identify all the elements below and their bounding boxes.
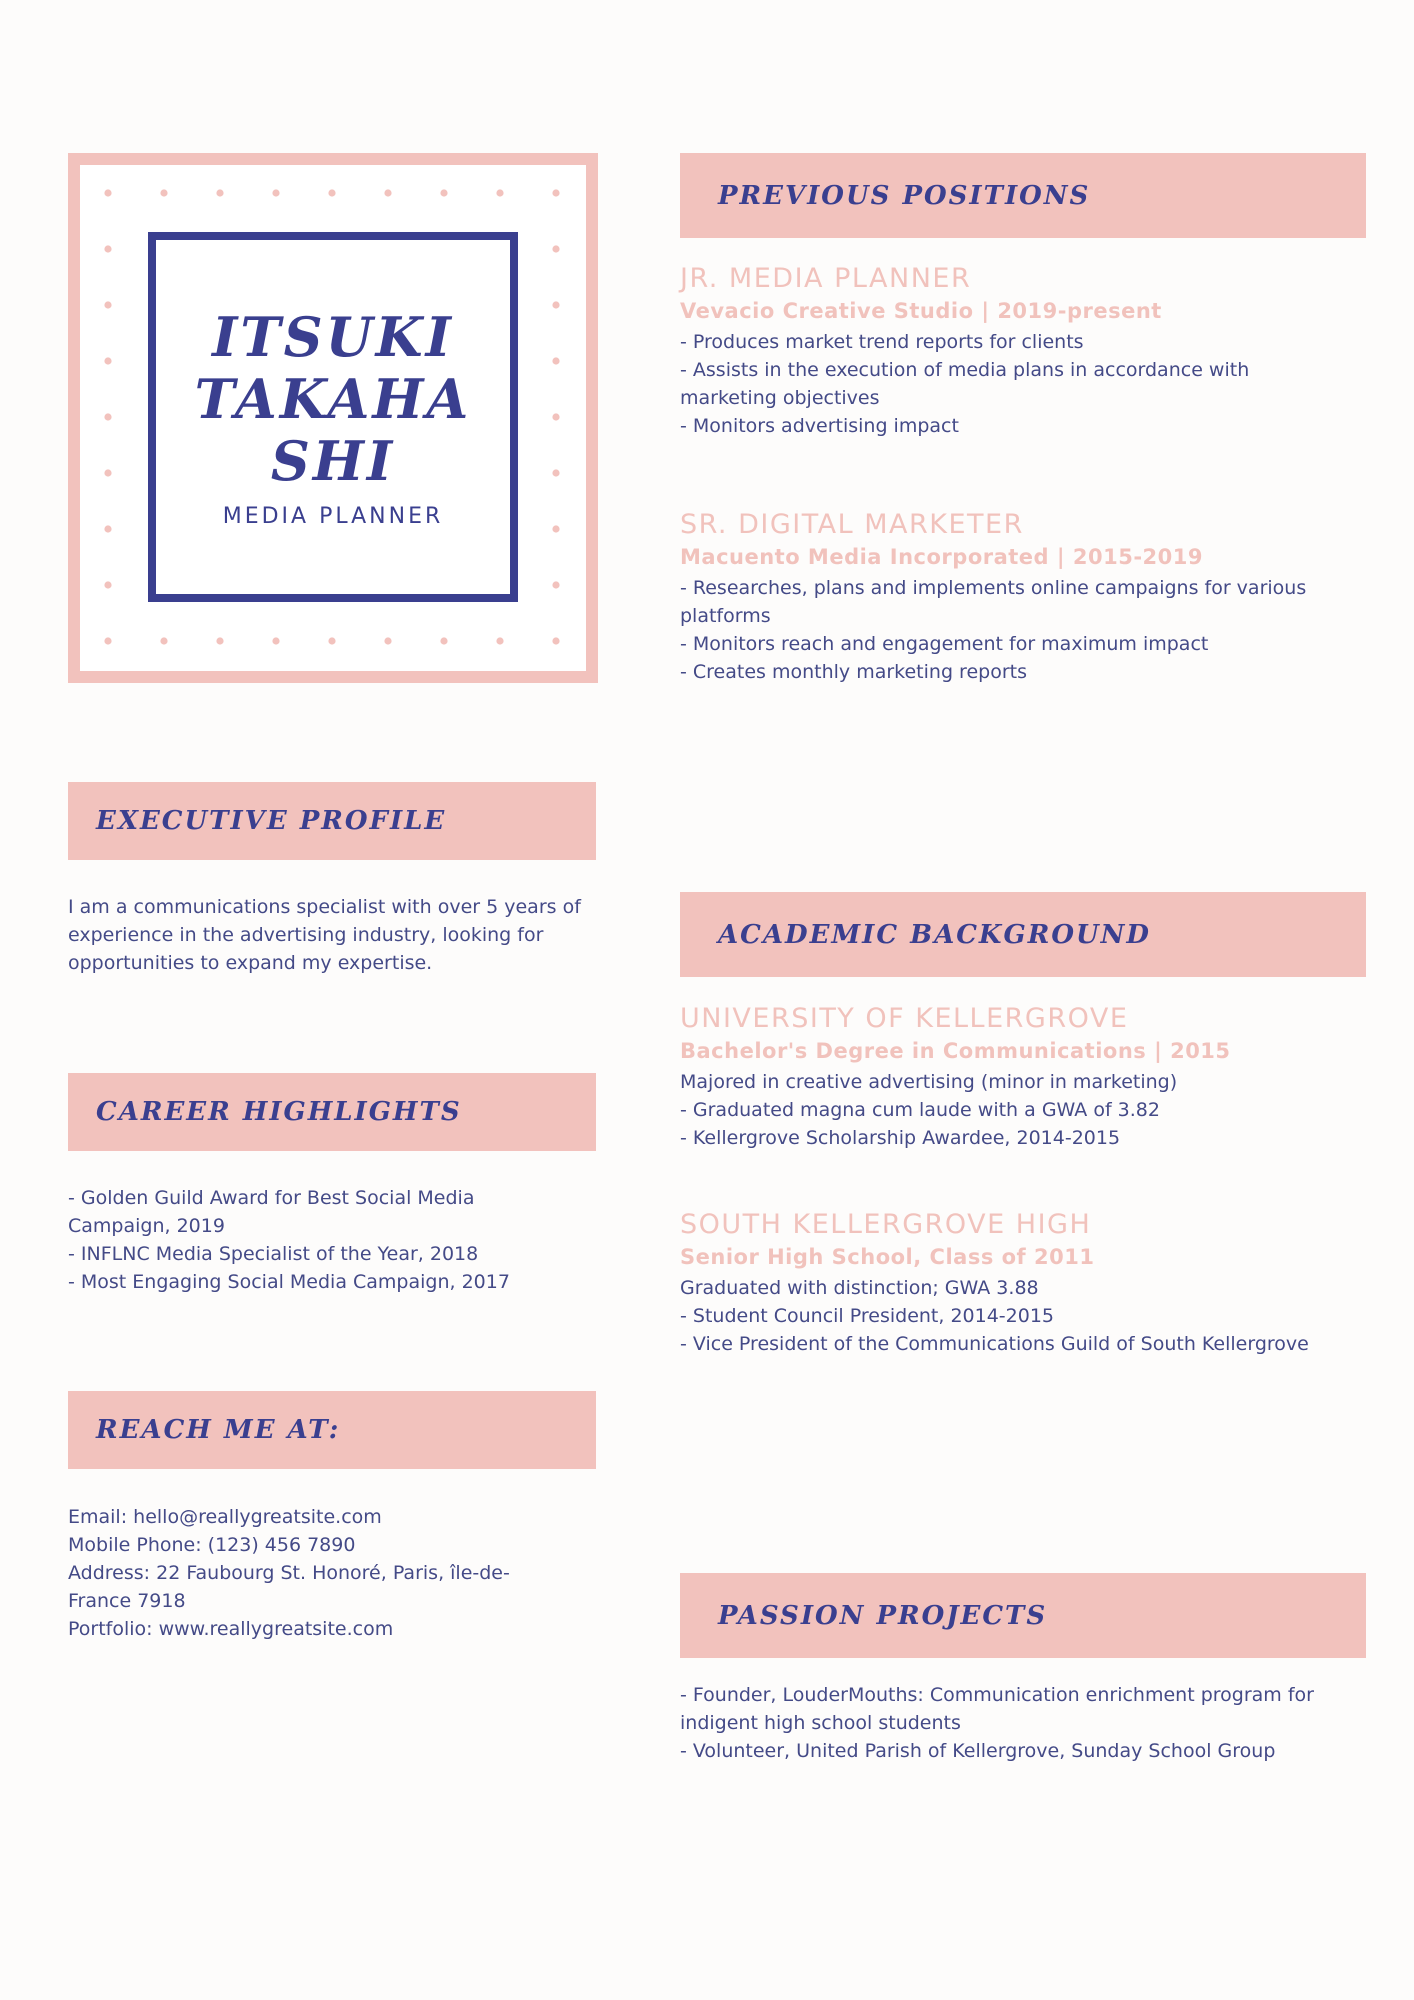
list-item: - INFLNC Media Specialist of the Year, 2018 (68, 1243, 479, 1265)
school-title: UNIVERSITY OF KELLERGROVE (680, 1003, 1129, 1034)
portfolio-line: Portfolio: www.reallygreatsite.com (68, 1618, 394, 1640)
school-entry (680, 1208, 1340, 1358)
previous-positions-header (680, 153, 1366, 238)
list-item: Graduated with distinction; GWA 3.88 (680, 1277, 1039, 1299)
list-item: - Produces market trend reports for clients (680, 331, 1084, 353)
executive-profile-text: I am a communications specialist with over 5 years of experience in the advertising industry, looking for opportunities to expand my expertise. (68, 896, 581, 974)
person-role: MEDIA PLANNER (222, 503, 444, 529)
school-degree: Senior High School, Class of 2011 (680, 1245, 1095, 1269)
school-entry (680, 1002, 1340, 1152)
career-highlights-heading: CAREER HIGHLIGHTS (96, 1097, 462, 1127)
list-item: - Kellergrove Scholarship Awardee, 2014-2015 (680, 1127, 1121, 1149)
list-item: - Student Council President, 2014-2015 (680, 1305, 1055, 1327)
passion-projects-list (680, 1681, 1340, 1765)
list-item: - Volunteer, United Parish of Kellergrove, Sunday School Group (680, 1740, 1276, 1762)
reach-me-header (68, 1391, 596, 1469)
name-frame (148, 232, 518, 602)
list-item: - Most Engaging Social Media Campaign, 2017 (68, 1271, 510, 1293)
list-item: - Founder, LouderMouths: Communication enrichment program for indigent high school students (680, 1684, 1314, 1734)
person-name: ITSUKI TAKAHASHI (194, 304, 472, 493)
list-item: - Graduated magna cum laude with a GWA of 3.82 (680, 1099, 1160, 1121)
list-item: - Vice President of the Communications Guild of South Kellergrove (680, 1333, 1309, 1355)
list-item: - Creates monthly marketing reports (680, 661, 1027, 683)
email-line: Email: hello@reallygreatsite.com (68, 1506, 382, 1528)
job-entry (680, 508, 1340, 686)
list-item: - Researches, plans and implements online campaigns for various platforms (680, 577, 1307, 627)
list-item: - Assists in the execution of media plans in accordance with marketing objectives (680, 359, 1250, 409)
phone-line: Mobile Phone: (123) 456 7890 (68, 1534, 356, 1556)
academic-background-header (680, 892, 1366, 977)
academic-background-heading: ACADEMIC BACKGROUND (718, 919, 1151, 950)
job-title: JR. MEDIA PLANNER (680, 263, 972, 294)
passion-projects-heading: PASSION PROJECTS (718, 1600, 1048, 1631)
list-item: - Monitors advertising impact (680, 415, 959, 437)
career-highlights-list (68, 1184, 568, 1296)
job-company: Macuento Media Incorporated | 2015-2019 (680, 545, 1203, 569)
previous-positions-heading: PREVIOUS POSITIONS (718, 180, 1091, 211)
school-degree: Bachelor's Degree in Communications | 2015 (680, 1039, 1231, 1063)
contact-list (68, 1503, 568, 1643)
job-company: Vevacio Creative Studio | 2019-present (680, 299, 1162, 323)
job-entry (680, 262, 1340, 440)
passion-projects-header (680, 1573, 1366, 1658)
executive-profile-header (68, 782, 596, 860)
address-line: Address: 22 Faubourg St. Honoré, Paris, île-de-France 7918 (68, 1562, 510, 1612)
job-title: SR. DIGITAL MARKETER (680, 509, 1024, 540)
reach-me-heading: REACH ME AT: (96, 1415, 341, 1445)
career-highlights-header (68, 1073, 596, 1151)
list-item: - Golden Guild Award for Best Social Media Campaign, 2019 (68, 1187, 475, 1237)
school-title: SOUTH KELLERGROVE HIGH (680, 1209, 1092, 1240)
executive-profile-heading: EXECUTIVE PROFILE (96, 806, 447, 836)
list-item: - Monitors reach and engagement for maximum impact (680, 633, 1209, 655)
list-item: Majored in creative advertising (minor in marketing) (680, 1071, 1178, 1093)
